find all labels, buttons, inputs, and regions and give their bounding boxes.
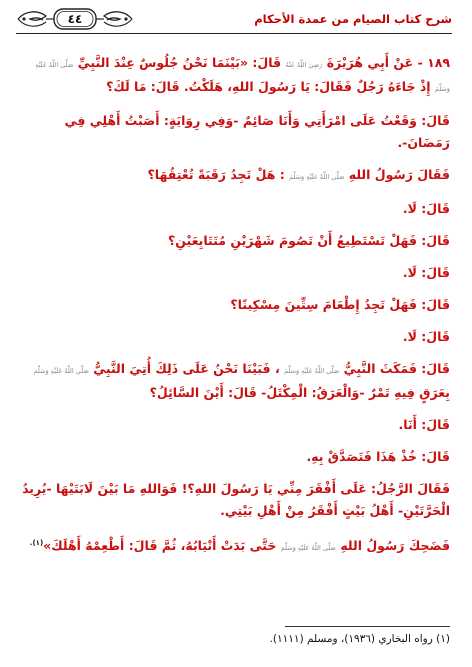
hadith-paragraph-9 (20, 358, 450, 404)
hadith-text-segment: قَالَ: «بَيْنَمَا نَحْنُ جُلُوسٌ عِنْدَ النَّبِيِّ (77, 55, 282, 70)
radi-honorific: رَضِيَ اللَّهُ عَنْهُ (285, 61, 323, 69)
page-number-ornament (16, 6, 134, 32)
hadith-paragraph-3 (20, 164, 450, 188)
hadith-paragraph-11: قَالَ: خُذْ هَذَا فَتَصَدَّقْ بِهِ. (306, 449, 450, 464)
running-title: شرح كتاب الصيام من عمدة الأحكام (254, 12, 452, 26)
hadith-text (20, 52, 450, 569)
hadith-text-segment: فَضَحِكَ رَسُولُ اللهِ (340, 538, 450, 554)
hadith-paragraph-12: فَقَالَ الرَّجُلُ: عَلَى أَفْقَرَ مِنِّي يَا رَسُولَ اللهِ؟! فَوَاللهِ مَا بَيْنَ لَابَتَيْهَا -يُرِيدُ الْحَرَّتَيْنِ- أَهْلُ بَيْتٍ أَفْقَرُ مِنْ أَهْلِ بَيْتِي. (22, 481, 450, 518)
hadith-paragraph-7: قَالَ: فَهَلْ تَجِدُ إِطْعَامَ سِتِّينَ مِسْكِينًا؟ (230, 297, 450, 312)
hadith-paragraph-4: قَالَ: لَا. (402, 201, 450, 216)
header-divider (16, 33, 452, 34)
salla-honorific: صَلَّى اللَّهُ عَلَيْهِ وَسَلَّمَ (280, 544, 336, 553)
salla-honorific: صَلَّى اللَّهُ عَلَيْهِ وَسَلَّمَ (35, 61, 450, 93)
page-number: ٤٤ (67, 12, 83, 26)
hadith-paragraph-13 (20, 532, 450, 559)
salla-honorific: صَلَّى اللَّهُ عَلَيْهِ وَسَلَّمَ (33, 367, 89, 375)
hadith-text-segment: ، فَبَيْنَا نَحْنُ عَلَى ذَلِكَ أُتِيَ النَّبِيُّ (93, 361, 280, 376)
hadith-paragraph-6: قَالَ: لَا. (402, 265, 450, 280)
hadith-paragraph-10: قَالَ: أَنَا. (398, 417, 450, 432)
hadith-text-segment: بِعَرَقٍ فِيهِ تَمْرٌ -وَالْعَرَقُ: الْمِكْتَلُ- قَالَ: أَيْنَ السَّائِلُ؟ (149, 385, 450, 400)
hadith-paragraph-2: قَالَ: وَقَعْتُ عَلَى امْرَأَتِي وَأَنَا صَائِمٌ -وَفِي رِوَايَةٍ: أَصَبْتُ أَهْلِي فِي رَمَضَانَ-. (64, 113, 450, 150)
footnote-divider (285, 626, 450, 627)
hadith-number: ١٨٩ - (417, 55, 450, 70)
hadith-text-segment: إِذْ جَاءَهُ رَجُلٌ فَقَالَ: يَا رَسُولَ اللهِ، هَلَكْتُ. قَالَ: مَا لَكَ؟ (106, 79, 431, 94)
hadith-text-segment: حَتَّى بَدَتْ أَنْيَابُهُ، ثُمَّ قَالَ: أَطْعِمْهُ أَهْلَكَ» (43, 538, 277, 554)
hadith-text-segment: : هَلْ تَجِدُ رَقَبَةً تُعْتِقُهَا؟ (147, 167, 285, 182)
footnote-reference[interactable]: (١). (29, 539, 44, 547)
footnote: (١) رواه البخاري (١٩٣٦)، ومسلم (١١١١). (269, 633, 450, 645)
hadith-paragraph-8: قَالَ: لَا. (402, 329, 450, 344)
page-header (16, 6, 452, 32)
salla-honorific: صَلَّى اللَّهُ عَلَيْهِ وَسَلَّمَ (284, 367, 340, 375)
hadith-text-segment: فَقَالَ رَسُولُ اللهِ (348, 167, 450, 182)
hadith-paragraph-5: قَالَ: فَهَلْ تَسْتَطِيعُ أَنْ تَصُومَ شَهْرَيْنِ مُتَتَابِعَيْنِ؟ (168, 233, 450, 248)
hadith-text-segment: قَالَ: فَمَكَثَ النَّبِيُّ (343, 361, 450, 376)
salla-honorific: صَلَّى اللَّهُ عَلَيْهِ وَسَلَّمَ (289, 173, 345, 181)
hadith-paragraph-1 (20, 52, 450, 100)
narrator-text: عَنْ أَبِي هُرَيْرَةَ (326, 55, 414, 70)
